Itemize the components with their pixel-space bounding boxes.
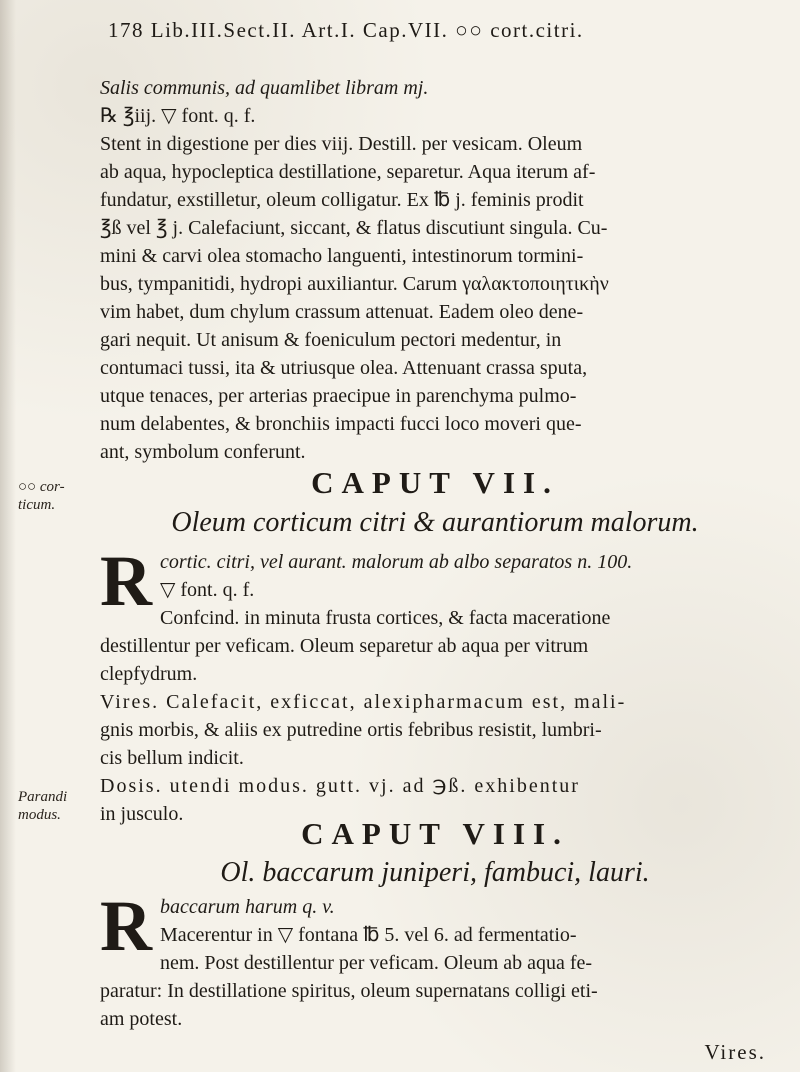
catchword: Vires. [704,1040,766,1064]
chapter-seven-line-2: ▽ font. q. f. [160,579,255,601]
opening-line-9: vim habet, dum chylum crassum attenuat. Eadem oleo dene- [100,301,584,323]
opening-line-10: gari nequit. Ut anisum & foeniculum pectori medentur, in [100,329,562,351]
margin-note-line: ticum. [18,497,56,513]
chapter-eight-line-4: paratur: In destillatione spiritus, oleum supernatans colligi eti- [100,980,598,1002]
opening-line-14: ant, symbolum conferunt. [100,441,306,463]
margin-note-line: modus. [18,807,61,823]
chapter-seven-line-5: clepfydrum. [100,663,198,685]
chapter-eight-subtitle: Ol. baccarum juniperi, fambuci, lauri. [220,857,650,888]
chapter-eight-dropcap: R [100,886,152,966]
chapter-eight-line-3: nem. Post destillentur per veficam. Oleum ab aqua fe- [160,952,593,974]
chapter-eight-line-2: Macerentur in ▽ fontana ℔ 5. vel 6. ad fermentatio- [160,924,577,946]
chapter-eight-body [100,886,770,1033]
opening-line-13: num delabentes, & bronchiis impacti fucci loco moveri que- [100,413,582,435]
margin-note-line: Parandi [18,789,68,805]
opening-line-4: ab aqua, hypocleptica destillatione, separetur. Aqua iterum af- [100,161,596,183]
chapter-eight-line-5: am potest. [100,1008,183,1030]
opening-line-12: utque tenaces, per arterias praecipue in parenchyma pulmo- [100,385,577,407]
chapter-eight-title: CAPUT VIII. [301,816,569,851]
chapter-seven-line-10: in jusculo. [100,803,184,825]
chapter-seven-line-3: Confcind. in minuta frusta cortices, & facta maceratione [160,607,611,629]
chapter-seven-subtitle: Oleum corticum citri & aurantiorum malorum. [171,507,699,538]
opening-line-5: fundatur, exstilletur, oleum colligatur. Ex ℔ j. feminis prodit [100,189,584,211]
chapter-seven-line-9: Dosis. utendi modus. gutt. vj. ad ℈ß. exhibentur [100,775,580,797]
chapter-seven-line-6: Vires. Calefacit, exficcat, alexipharmacum est, mali- [100,691,627,713]
chapter-seven-line-7: gnis morbis, & aliis ex putredine ortis febribus resistit, lumbri- [100,719,602,741]
chapter-seven-margin-note [18,478,98,514]
opening-line-11: contumaci tussi, ita & utriusque olea. Attenuant crassa sputa, [100,357,588,379]
opening-line-1: Salis communis, ad quamlibet libram mj. [100,77,429,99]
chapter-eight-line-1: baccarum harum q. v. [160,896,335,918]
opening-line-2: ℞ ℥iij. ▽ font. q. f. [100,105,256,127]
chapter-eight-margin-note [18,788,98,824]
opening-line-8: bus, tympanitidi, hydropi auxiliantur. Carum γαλακτοποιητικὴν [100,273,609,295]
chapter-seven-body [100,541,770,828]
chapter-seven-line-1: cortic. citri, vel aurant. malorum ab albo separatos n. 100. [160,551,633,573]
opening-line-6: ℥ß vel ℥ j. Calefaciunt, siccant, & flatus discutiunt singula. Cu- [100,217,608,239]
chapter-seven-line-8: cis bellum indicit. [100,747,244,769]
opening-text-block [100,74,770,466]
page-edge-shadow [0,0,16,1072]
opening-line-7: mini & carvi olea stomacho languenti, intestinorum tormini- [100,245,584,267]
margin-note-line: ○○ cor- [18,479,65,495]
chapter-seven-line-4: destillentur per veficam. Oleum separetur ab aqua per vitrum [100,635,589,657]
chapter-seven-dropcap: R [100,541,152,621]
opening-line-3: Stent in digestione per dies viij. Destill. per vesicam. Oleum [100,133,583,155]
chapter-seven-title: CAPUT VII. [311,465,559,500]
running-header: 178 Lib.III.Sect.II. Art.I. Cap.VII. ○○ cort.citri. [108,18,584,42]
